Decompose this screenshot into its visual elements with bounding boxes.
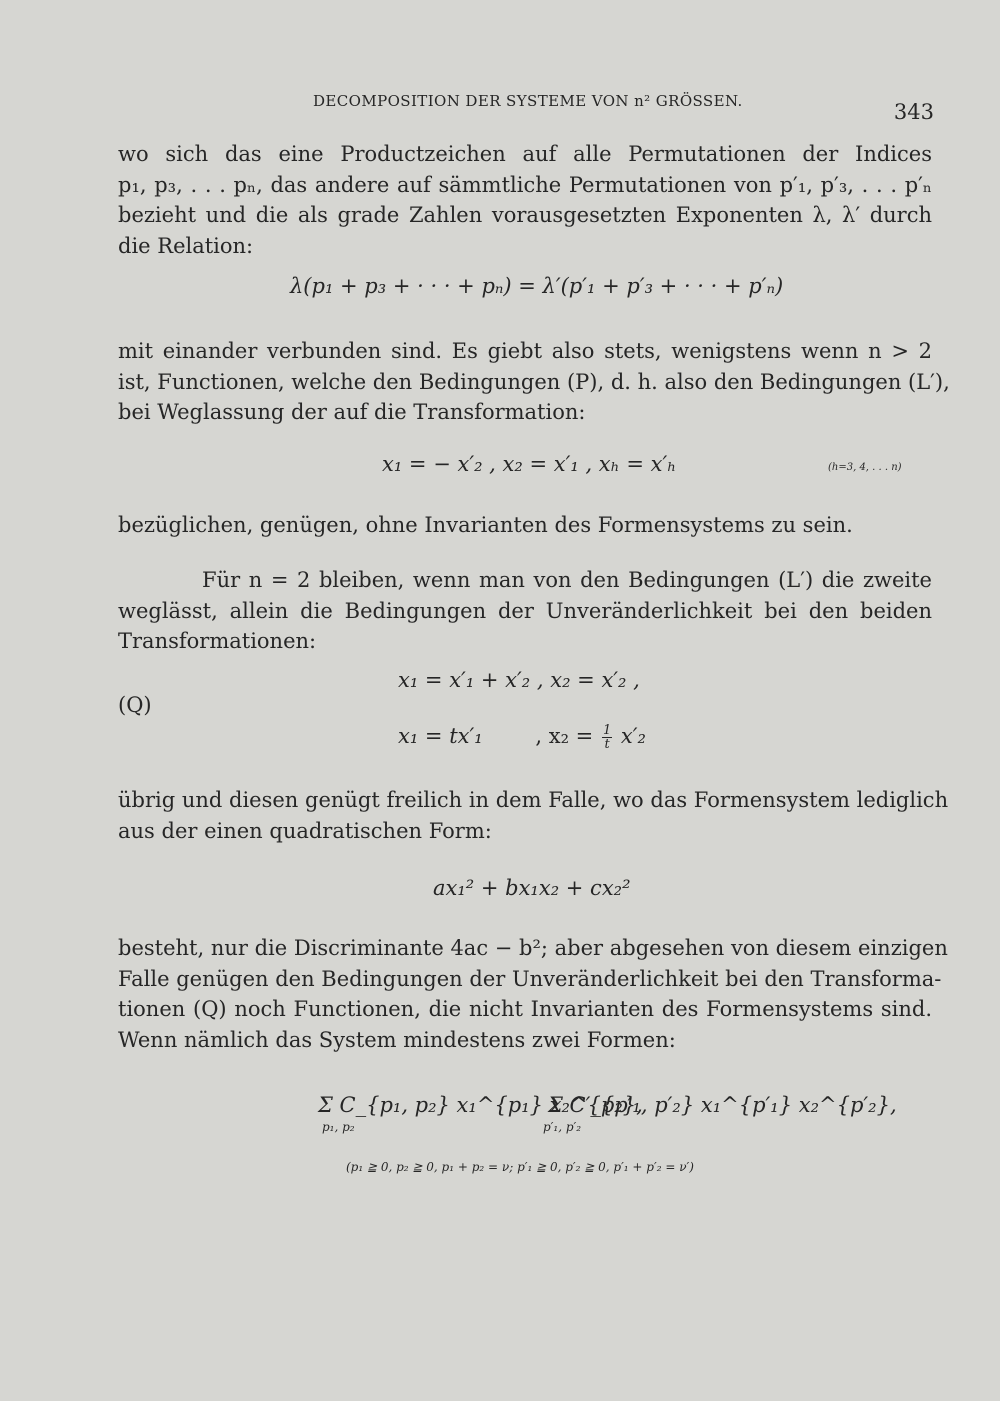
- paragraph-2: [118, 336, 950, 428]
- text-line: tionen (Q) noch Functionen, die nicht Invarianten des Formensystems sind.: [118, 997, 932, 1021]
- equation-q-line-2: x₁ = tx′₁ , x₂ = $\frac{1}{t}$ x′₂: [398, 723, 646, 752]
- text-line: weglässt, allein die Bedingungen der Unveränderlichkeit bei den beiden: [118, 598, 932, 623]
- paragraph-4: [118, 565, 932, 657]
- text-line: bezieht und die als grade Zahlen vorausgesetzten Exponenten λ, λ′ durch: [118, 203, 932, 227]
- page-number: 343: [893, 100, 934, 124]
- text-line: bei Weglassung der auf die Transformation:: [118, 400, 586, 424]
- text-line: Transformationen:: [118, 629, 317, 653]
- sum-condition: (p₁ ≧ 0, p₂ ≧ 0, p₁ + p₂ = ν; p′₁ ≧ 0, p′₂ ≧ 0, p′₁ + p′₂ = ν′): [346, 1160, 694, 1174]
- text-line: p₁, p₃, . . . pₙ, das andere auf sämmtliche Permutationen von p′₁, p′₃, . . . p′ₙ: [118, 172, 932, 197]
- text-line: wo sich das eine Productzeichen auf alle Permutationen der Indices: [118, 142, 932, 166]
- text-line: Für n = 2 bleiben, wenn man von den Bedingungen (L′) die zweite: [202, 568, 932, 592]
- equation-sum-form-1: Σ C_{p₁, p₂} x₁^{p₁} x₂^{p₂},: [318, 1093, 643, 1117]
- sum-1-subscript: p₁, p₂: [322, 1120, 355, 1134]
- running-title: DECOMPOSITION DER SYSTEME VON n² GRÖSSEN.: [313, 92, 743, 110]
- text-line: übrig und diesen genügt freilich in dem Falle, wo das Formensystem lediglich: [118, 788, 949, 812]
- text-line: die Relation:: [118, 233, 254, 258]
- equation-lambda-relation: λ(p₁ + p₃ + · · · + pₙ) = λ′(p′₁ + p′₃ + · · · + p′ₙ): [290, 274, 784, 298]
- paragraph-6: [118, 933, 948, 1055]
- paragraph-1: [118, 139, 932, 261]
- text-line: Wenn nämlich das System mindestens zwei Formen:: [118, 1027, 676, 1052]
- fraction-one-over-t: $\frac{1}{t}$: [602, 723, 612, 752]
- equation-transformation: x₁ = − x′₂ , x₂ = x′₁ , xₕ = x′ₕ: [382, 452, 677, 476]
- text-line: bezüglichen, genügen, ohne Invarianten des Formensystems zu sein.: [118, 513, 853, 537]
- text-line: aus der einen quadratischen Form:: [118, 818, 492, 843]
- equation-quadratic-form: ax₁² + bx₁x₂ + cx₂²: [433, 876, 631, 900]
- sum-2-subscript: p′₁, p′₂: [543, 1120, 582, 1134]
- equation-q-line-1: x₁ = x′₁ + x′₂ , x₂ = x′₂ ,: [398, 668, 640, 692]
- equation-sum-form-2: Σ C′_{p′₁, p′₂} x₁^{p′₁} x₂^{p′₂},: [548, 1093, 897, 1117]
- text-line: ist, Functionen, welche den Bedingungen (P), d. h. also den Bedingungen (L′),: [118, 369, 950, 394]
- text-line: Falle genügen den Bedingungen der Unveränderlichkeit bei den Transforma-: [118, 966, 942, 991]
- text-line: mit einander verbunden sind. Es giebt also stets, wenigstens wenn n > 2: [118, 339, 932, 363]
- paragraph-3: [118, 510, 932, 541]
- text-line: besteht, nur die Discriminante 4ac − b²; aber abgesehen von diesem einzigen: [118, 936, 948, 960]
- paragraph-5: [118, 785, 949, 846]
- equation-condition: (h=3, 4, . . . n): [828, 462, 902, 473]
- equation-label-q: (Q): [118, 693, 152, 717]
